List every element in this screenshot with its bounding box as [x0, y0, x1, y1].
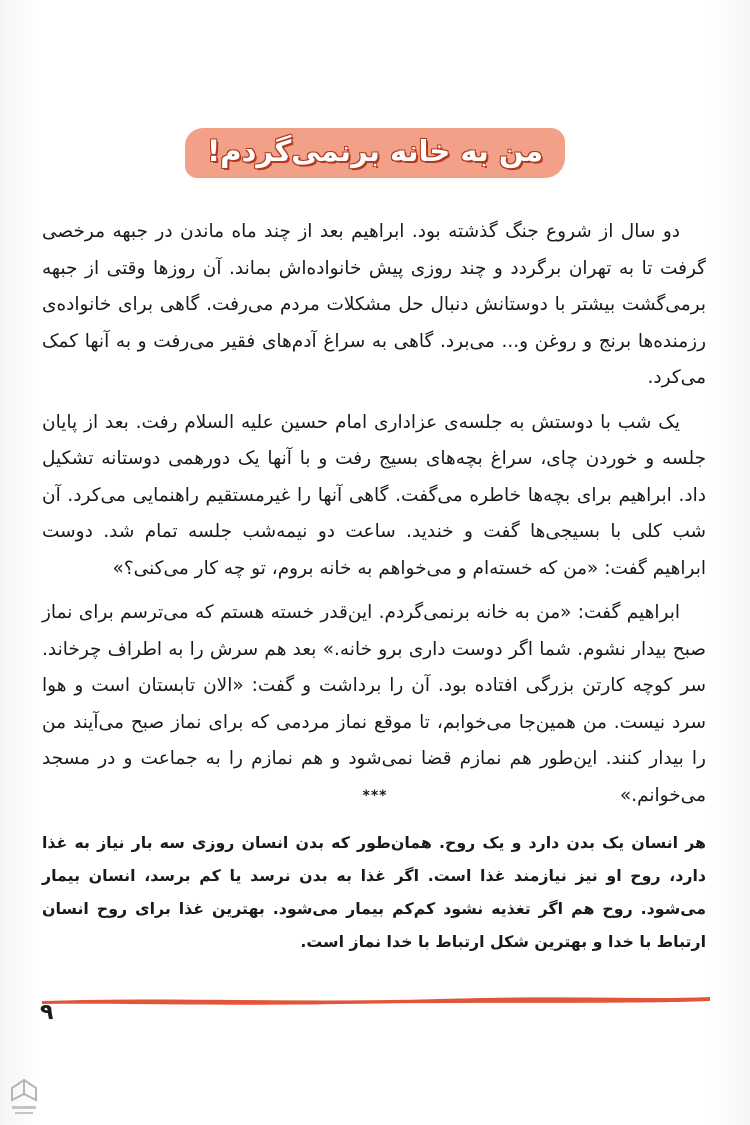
publisher-logo-icon: [6, 1060, 42, 1120]
footnote-text: هر انسان یک بدن دارد و یک روح. همان‌طور که بدن انسان روزی سه بار نیاز به غذا دارد، روح او نیز نیازمند غذا است. اگر غذا به بدن نرسد یا کم برسد، انسان بیمار می‌شود. روح هم اگر تغذیه نشود کم‌کم بیمار می‌شود. بهترین غذا برای روح انسان ارتباط با خدا و بهترین شکل ارتباط با خدا نماز است.: [42, 833, 706, 951]
section-separator: ***: [362, 788, 388, 804]
chapter-title-area: [0, 128, 750, 178]
paragraph-1: دو سال از شروع جنگ گذشته بود. ابراهیم بعد از چند ماه ماندن در جبهه مرخصی گرفت تا به تهران برگردد و چند روزی پیش خانواده‌اش بماند. آن روزها وقتی از جبهه برمی‌گشت بیشتر با دوستانش دنبال حل مشکلات مردم می‌رفت. گاهی برای خانواده‌ی رزمنده‌ها برنج و روغن و... می‌برد. گاهی به سراغ آدم‌های فقیر می‌رفت و به آنها کمک می‌کرد.: [42, 221, 706, 388]
paragraph-3: ابراهیم گفت: «من به خانه برنمی‌گردم. این‌قدر خسته هستم که می‌ترسم برای نماز صبح بیدار نشوم. شما اگر دوست داری برو خانه.» بعد هم سرش را به اطراف چرخاند. سر کوچه کارتن بزرگی افتاده بود. آن را برداشت و گفت: «الان تابستان است و هوا سرد نیست. من همین‌جا می‌خوابم، تا موقع نماز مردمی که برای نماز صبح می‌آیند من را بیدار کنند. این‌طور هم نمازم قضا نمی‌شود و هم نمازم را به جماعت و در مسجد می‌خوانم.»: [42, 602, 706, 806]
page-number: ۹: [40, 1000, 54, 1025]
body-text: [42, 214, 706, 822]
chapter-title: من به خانه برنمی‌گردم!: [185, 128, 565, 178]
paragraph-2: یک شب با دوستش به جلسه‌ی عزاداری امام حسین علیه السلام رفت. بعد از پایان جلسه و خوردن چای، سراغ بچه‌های بسیج رفت و با آنها یک دورهمی دوستانه تشکیل داد. ابراهیم برای بچه‌ها خاطره می‌گفت. گاهی آنها را غیرمستقیم راهنمایی می‌کرد. آن شب کلی با بسیجی‌ها گفت و خندید. ساعت دو نیمه‌شب جلسه تمام شد. دوست ابراهیم گفت: «من که خسته‌ام و می‌خواهم به خانه بروم، تو چه کار می‌کنی؟»: [42, 411, 706, 579]
footer-rule: [40, 994, 712, 1006]
